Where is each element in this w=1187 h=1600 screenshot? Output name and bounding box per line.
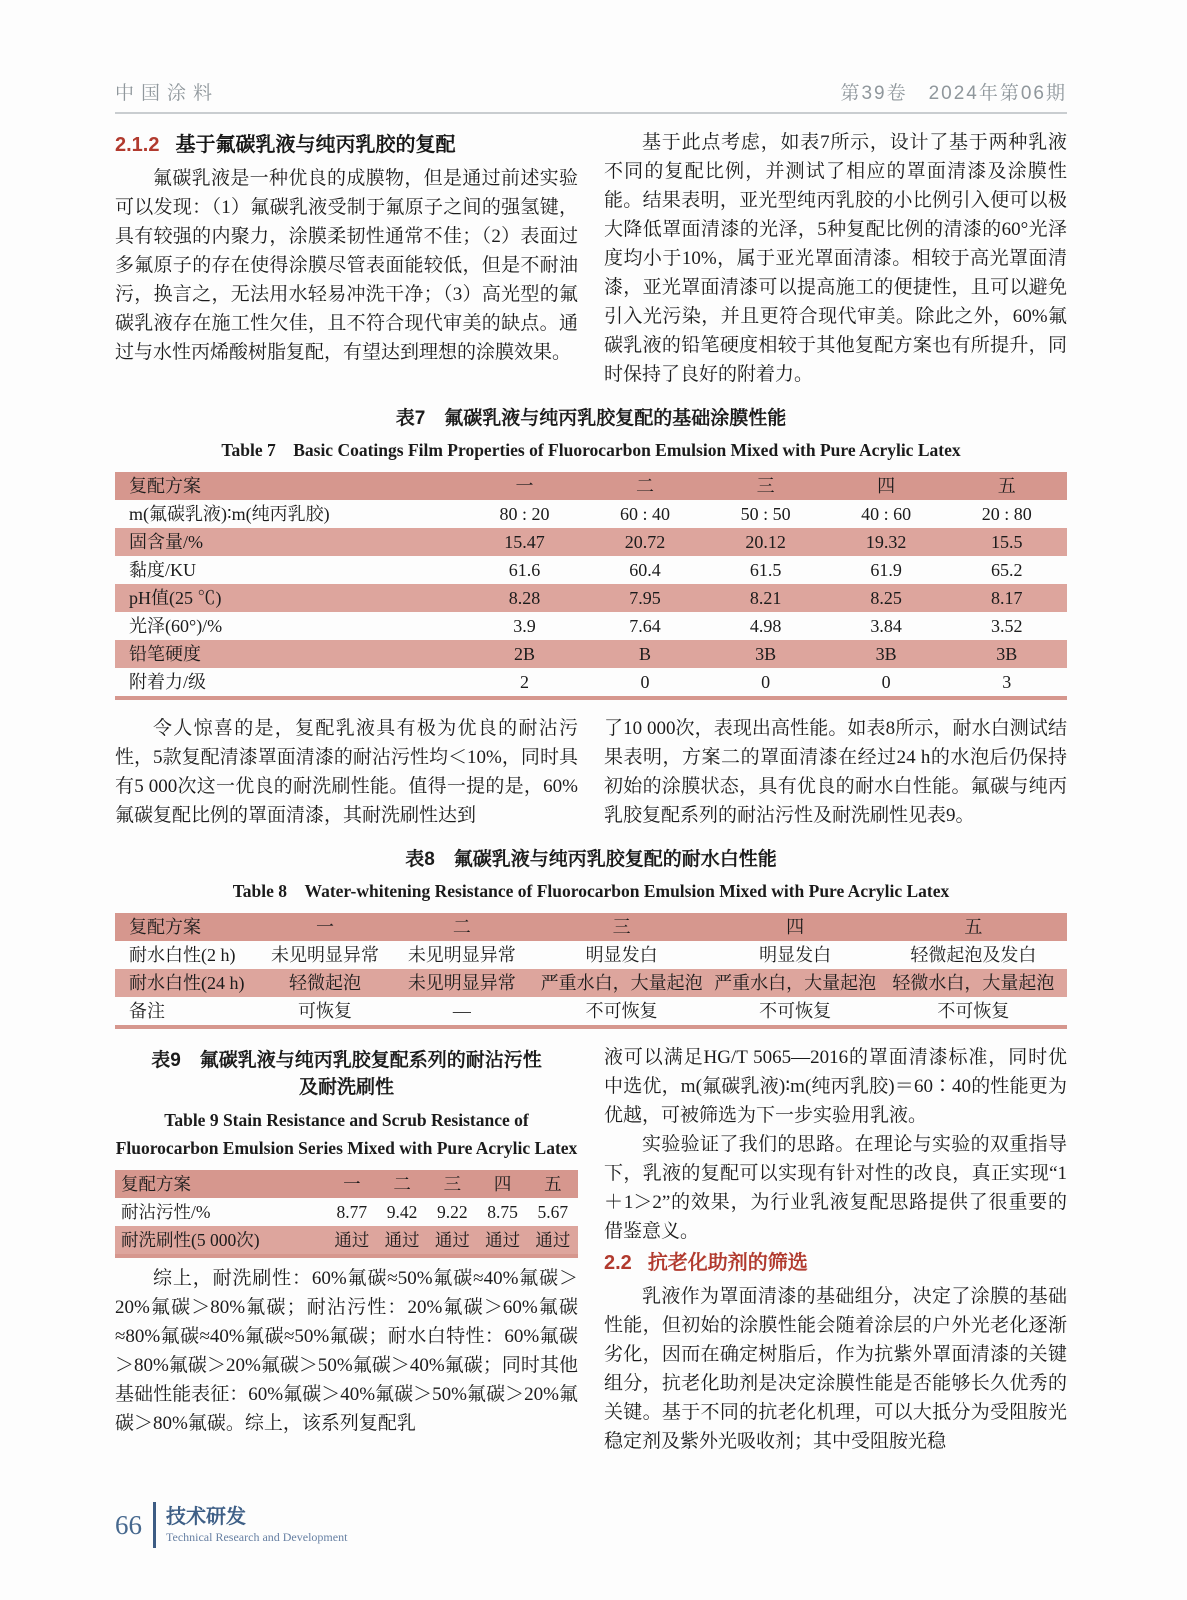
paragraph: 令人惊喜的是，复配乳液具有极为优良的耐沾污性，5款复配清漆罩面清漆的耐沾污性均＜10%，同时具有5 000次这一优良的耐洗刷性能。值得一提的是，60%氟碳复配比例的罩面清漆，其耐洗刷性达到 (115, 718, 578, 826)
table-header-cell: 三 (756, 476, 775, 496)
table-row (115, 556, 1067, 584)
table-cell: — (452, 1001, 471, 1021)
table-cell: 5.67 (537, 1202, 569, 1222)
table-row-label: 铅笔硬度 (129, 644, 201, 664)
text-band-1 (115, 128, 1067, 389)
table-row-label: 耐水白性(2 h) (129, 945, 236, 965)
table-row-label: 耐沾污性/% (121, 1202, 211, 1222)
table-cell: 60.4 (629, 560, 661, 580)
section-title: 基于氟碳乳液与纯丙乳胶的复配 (175, 134, 456, 156)
table-cell: 80 : 20 (499, 504, 550, 524)
table8-title-en: Table 8 Water-whitening Resistance of Fluorocarbon Emulsion Mixed with Pure Acrylic Latex (232, 881, 950, 901)
table-header-cell: 四 (493, 1174, 512, 1194)
table-cell: 60 : 40 (620, 504, 671, 524)
table-cell: 未见明显异常 (407, 973, 516, 993)
table-cell: 明显发白 (759, 945, 832, 965)
table-header-cell: 五 (544, 1174, 562, 1194)
table-row (115, 640, 1067, 668)
table-cell: 通过 (535, 1230, 571, 1250)
table-row (115, 969, 1067, 997)
table-row (115, 528, 1067, 556)
paragraph: 乳液作为罩面清漆的基础组分，决定了涂膜的基础性能，但初始的涂膜性能会随着涂层的户外光老化逐渐劣化，因而在确定树脂后，作为抗紫外罩面清漆的关键组分，抗老化助剂是决定涂膜性能是否能够长久优秀的关键。基于不同的抗老化机理，可以大抵分为受阻胺光稳定剂及紫外光吸收剂；其中受阻胺光稳 (604, 1286, 1067, 1452)
page-footer (115, 1502, 347, 1548)
table-cell: 通过 (334, 1230, 370, 1250)
section-number: 2.1.2 (115, 134, 160, 156)
table7-title-zh: 表7 氟碳乳液与纯丙乳胶复配的基础涂膜性能 (395, 408, 787, 429)
table-row (115, 668, 1067, 698)
table-cell: 通过 (384, 1230, 420, 1250)
page-number: 66 (115, 1509, 142, 1540)
table-cell: 轻微起泡 (288, 973, 361, 993)
table-row-label: 耐水白性(24 h) (129, 973, 245, 993)
table-row (115, 1198, 578, 1226)
table-cell: 61.6 (508, 560, 541, 580)
table-cell: 7.95 (629, 588, 661, 608)
table-cell: 未见明显异常 (270, 945, 379, 965)
table-cell: 8.28 (508, 588, 541, 608)
section-heading-2-2 (604, 1248, 1067, 1278)
table-row-label: 黏度/KU (129, 560, 196, 580)
table-row-label: 附着力/级 (129, 672, 207, 692)
table-cell: 2 (519, 672, 529, 692)
section-title: 抗老化助剂的筛选 (647, 1252, 808, 1274)
table-row (115, 1226, 578, 1256)
table-cell: 不可恢复 (759, 1001, 832, 1021)
table7-title-en: Table 7 Basic Coatings Film Properties of Fluorocarbon Emulsion Mixed with Pure Acrylic Latex (221, 440, 961, 460)
table-cell: 轻微起泡及发白 (910, 945, 1037, 965)
paragraph: 综上，耐洗刷性：60%氟碳≈50%氟碳≈40%氟碳＞20%氟碳＞80%氟碳；耐沾污性：20%氟碳＞60%氟碳≈80%氟碳≈40%氟碳≈50%氟碳；耐水白特性：60%氟碳＞80%氟碳＞20%氟碳＞50%氟碳＞40%氟碳；同时其他基础性能表征：60%氟碳＞40%氟碳＞50%氟碳＞20%氟碳＞80%氟碳。综上，该系列复配乳 (115, 1268, 578, 1434)
table9-block (115, 1047, 578, 1258)
text-band-3 (115, 1043, 1067, 1456)
table-header-cell: 一 (343, 1174, 361, 1194)
table-cell: 严重水白，大量起泡 (540, 973, 703, 993)
right-column-1 (604, 128, 1067, 389)
table-header-row (115, 913, 1067, 941)
table-cell: 15.5 (990, 532, 1023, 552)
table-header-label: 复配方案 (129, 476, 201, 496)
table-cell: 20.12 (745, 532, 786, 552)
footer-column-en: Technical Research and Development (166, 1530, 348, 1544)
table-cell: 8.77 (336, 1202, 368, 1222)
table-header-cell: 二 (636, 476, 655, 496)
table-cell: 20.72 (624, 532, 666, 552)
footer-divider (153, 1502, 156, 1548)
table-cell: 4.98 (749, 616, 782, 636)
table-cell: 通过 (485, 1230, 521, 1250)
table7 (115, 472, 1067, 700)
table-cell: 2B (513, 644, 535, 664)
paragraph: 液可以满足HG/T 5065—2016的罩面清漆标准，同时优中选优，m(氟碳乳液)∶m(纯丙乳胶)＝60∶40的性能更为优越，可被筛选为下一步实验用乳液。 (604, 1047, 1067, 1126)
table-row-label: pH值(25 ℃) (129, 588, 222, 608)
table-cell: 明显发白 (585, 945, 658, 965)
footer-column-label (166, 1505, 347, 1545)
table-cell: 通过 (434, 1230, 470, 1250)
table-cell: 3B (875, 644, 897, 664)
table-cell: 不可恢复 (937, 1001, 1010, 1021)
paragraph: 了10 000次，表现出高性能。如表8所示，耐水白测试结果表明，方案二的罩面清漆在经过24 h的水泡后仍保持初始的涂膜状态，具有优良的耐水白性能。氟碳与纯丙乳胶复配系列的耐沾污性及耐洗刷性见表9。 (604, 718, 1067, 826)
footer-column-zh: 技术研发 (166, 1506, 246, 1528)
table-cell: 61.9 (870, 560, 902, 580)
table-cell: 0 (881, 672, 891, 692)
table-cell: 3.84 (870, 616, 902, 636)
table-header-label: 复配方案 (129, 917, 201, 937)
table-header-cell: 一 (515, 476, 534, 496)
table-header-cell: 三 (443, 1174, 462, 1194)
table-header-cell: 一 (315, 917, 334, 937)
table-cell: 20 : 80 (981, 504, 1032, 524)
left-column-2 (115, 714, 578, 830)
table-cell: 9.42 (386, 1202, 418, 1222)
table-row (115, 941, 1067, 969)
table8 (115, 913, 1067, 1029)
table-cell: 61.5 (749, 560, 782, 580)
table-cell: 3B (755, 644, 777, 664)
table-header-row (115, 1170, 578, 1198)
table-row (115, 612, 1067, 640)
table-header-cell: 四 (877, 476, 896, 496)
table-cell: 8.75 (487, 1202, 518, 1222)
table-cell: 9.22 (437, 1202, 468, 1222)
running-head (115, 78, 1067, 114)
table-header-row (115, 472, 1067, 500)
table-row-label: 耐洗刷性(5 000次) (121, 1230, 260, 1250)
table-cell: 3.9 (513, 616, 536, 636)
table-header-cell: 四 (786, 917, 805, 937)
table-cell: 40 : 60 (861, 504, 912, 524)
right-column-3 (604, 1043, 1067, 1456)
section-number: 2.2 (604, 1252, 632, 1274)
table-cell: 65.2 (990, 560, 1023, 580)
table-row (115, 997, 1067, 1027)
table-row (115, 584, 1067, 612)
table-cell: 0 (640, 672, 650, 692)
issue-info: 第39卷 2024年第06期 (840, 83, 1067, 104)
table-cell: 严重水白，大量起泡 (714, 973, 877, 993)
table-row-label: m(氟碳乳液)∶m(纯丙乳胶) (129, 504, 330, 524)
table-cell: 15.47 (504, 532, 545, 552)
table-cell: 3 (1002, 672, 1012, 692)
table-row-label: 固含量/% (129, 532, 203, 552)
table-cell: 3.52 (990, 616, 1023, 636)
table9-title-zh: 表9 氟碳乳液与纯丙乳胶复配系列的耐沾污性及耐洗刷性 (151, 1050, 542, 1098)
section-heading-2-1-2 (115, 130, 578, 160)
table-cell: 19.32 (865, 532, 907, 552)
table-row-label: 备注 (129, 1001, 165, 1021)
right-column-2 (604, 714, 1067, 830)
table-header-cell: 五 (997, 476, 1016, 496)
table9 (115, 1170, 578, 1258)
text-band-2 (115, 714, 1067, 830)
paragraph: 基于此点考虑，如表7所示，设计了基于两种乳液不同的复配比例，并测试了相应的罩面清漆及涂膜性能。结果表明，亚光型纯丙乳胶的小比例引入便可以极大降低罩面清漆的光泽，5种复配比例的清漆的60°光泽度均小于10%，属于亚光罩面清漆。相较于高光罩面清漆，亚光罩面清漆可以提高施工的便捷性，且可以避免引入光污染，并且更符合现代审美。除此之外，60%氟碳乳液的铅笔硬度相较于其他复配方案也有所提升，同时保持了良好的附着力。 (604, 132, 1067, 385)
table-cell: 7.64 (629, 616, 661, 636)
table8-title-zh: 表8 氟碳乳液与纯丙乳胶复配的耐水白性能 (405, 849, 777, 870)
paragraph: 实验验证了我们的思路。在理论与实验的双重指导下，乳液的复配可以实现有针对性的改良，真正实现“1＋1＞2”的效果，为行业乳液复配思路提供了很重要的借鉴意义。 (604, 1134, 1067, 1242)
journal-name: 中国涂料 (115, 83, 220, 104)
table-cell: 轻微水白，大量起泡 (892, 973, 1055, 993)
table-header-cell: 二 (452, 917, 471, 937)
table-cell: 0 (761, 672, 771, 692)
table-row (115, 500, 1067, 528)
table-cell: 8.17 (990, 588, 1023, 608)
table-header-label: 复配方案 (121, 1174, 191, 1194)
table-cell: 8.21 (749, 588, 782, 608)
table8-block (115, 846, 1067, 1029)
table-header-cell: 二 (393, 1174, 411, 1194)
table7-block (115, 405, 1067, 700)
table9-title-en: Table 9 Stain Resistance and Scrub Resistance of Fluorocarbon Emulsion Series Mixed with Pure Acrylic Latex (115, 1110, 578, 1158)
table-cell: 50 : 50 (740, 504, 791, 524)
table-header-cell: 五 (964, 917, 983, 937)
table-cell: 3B (996, 644, 1018, 664)
table-cell: 未见明显异常 (407, 945, 516, 965)
table-cell: B (639, 644, 652, 664)
paragraph: 氟碳乳液是一种优良的成膜物，但是通过前述实验可以发现：（1）氟碳乳液受制于氟原子之间的强氢键，具有较强的内聚力，涂膜柔韧性通常不佳；（2）表面过多氟原子的存在使得涂膜尽管表面能较低，但是不耐油污，换言之，无法用水轻易冲洗干净；（3）高光型的氟碳乳液存在施工性欠佳，且不符合现代审美的缺点。通过与水性丙烯酸树脂复配，有望达到理想的涂膜效果。 (115, 168, 578, 363)
left-column-3 (115, 1043, 578, 1456)
left-column-1 (115, 128, 578, 389)
table-header-cell: 三 (612, 917, 631, 937)
table-cell: 不可恢复 (585, 1001, 658, 1021)
table-cell: 8.25 (870, 588, 902, 608)
table-cell: 可恢复 (297, 1001, 352, 1021)
table-row-label: 光泽(60°)/% (129, 616, 223, 636)
